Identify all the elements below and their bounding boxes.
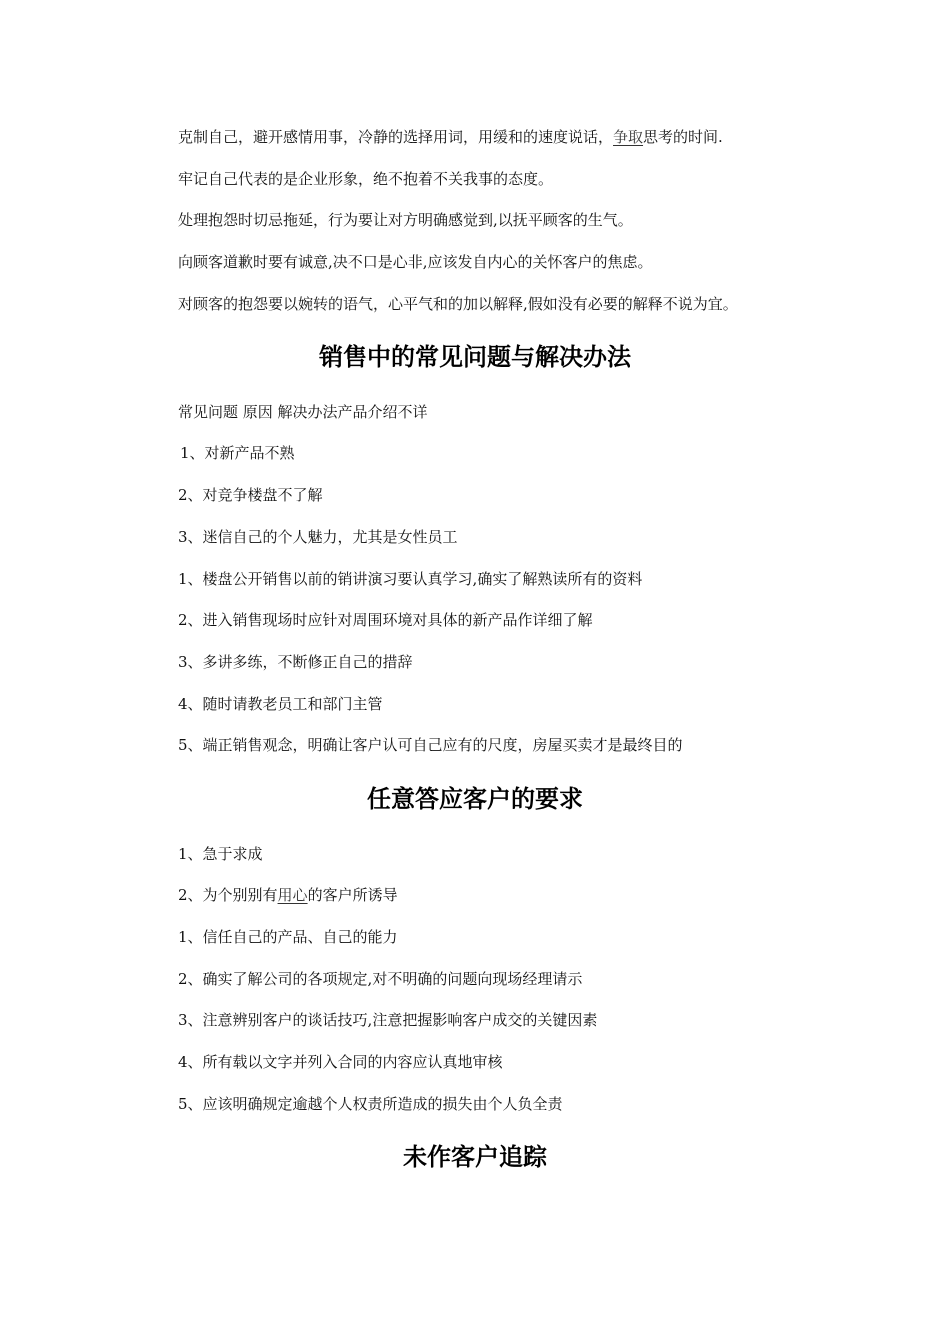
- list-item: [178, 885, 398, 905]
- list-item: 5、端正销售观念，明确让客户认可自己应有的尺度，房屋买卖才是最终目的: [178, 736, 683, 754]
- underlined-term: 用心: [277, 886, 308, 904]
- section-heading: 销售中的常见问题与解决办法: [319, 343, 631, 371]
- paragraph-line: 向顾客道歉时要有诚意,决不口是心非,应该发自内心的关怀客户的焦虑。: [178, 253, 653, 271]
- text-segment: 克制自己，避开感情用事，冷静的选择用词，用缓和的速度说话，: [178, 128, 614, 146]
- section-heading: 未作客户追踪: [403, 1143, 547, 1171]
- list-item: 4、所有载以文字并列入合同的内容应认真地审核: [178, 1053, 503, 1071]
- list-item: 4、随时请教老员工和部门主管: [178, 695, 383, 713]
- list-item: 3、注意辨别客户的谈话技巧,注意把握影响客户成交的关键因素: [178, 1011, 598, 1029]
- paragraph-line: 牢记自己代表的是企业形象，绝不抱着不关我事的态度。: [178, 170, 554, 188]
- list-item: 1、对新产品不熟: [180, 444, 295, 462]
- list-item: 5、应该明确规定逾越个人权责所造成的损失由个人负全责: [178, 1095, 563, 1113]
- list-item: 2、进入销售现场时应针对周围环境对具体的新产品作详细了解: [178, 611, 593, 629]
- list-item: 2、确实了解公司的各项规定,对不明确的问题向现场经理请示: [178, 970, 583, 988]
- list-item: 3、多讲多练，不断修正自己的措辞: [178, 653, 413, 671]
- text-segment: 的客户所诱导: [307, 886, 398, 904]
- list-item: 1、楼盘公开销售以前的销讲演习要认真学习,确实了解熟读所有的资料: [178, 570, 643, 588]
- list-item: 2、对竞争楼盘不了解: [178, 486, 323, 504]
- list-item: 1、信任自己的产品、自己的能力: [178, 928, 398, 946]
- list-item: 1、急于求成: [178, 845, 263, 863]
- text-segment: 2、为个别别有: [178, 886, 278, 904]
- underlined-term: 争取: [613, 128, 644, 146]
- text-segment: 思考的时间.: [643, 128, 723, 146]
- section-heading: 任意答应客户的要求: [367, 785, 583, 813]
- paragraph-line: 对顾客的抱怨要以婉转的语气，心平气和的加以解释,假如没有必要的解释不说为宜。: [178, 295, 738, 313]
- list-item: 3、迷信自己的个人魅力，尤其是女性员工: [178, 528, 458, 546]
- paragraph-line: 处理抱怨时切忌拖延，行为要让对方明确感觉到,以抚平顾客的生气。: [178, 211, 633, 229]
- paragraph-line: [178, 127, 723, 147]
- paragraph-line: 常见问题 原因 解决办法产品介绍不详: [178, 403, 428, 421]
